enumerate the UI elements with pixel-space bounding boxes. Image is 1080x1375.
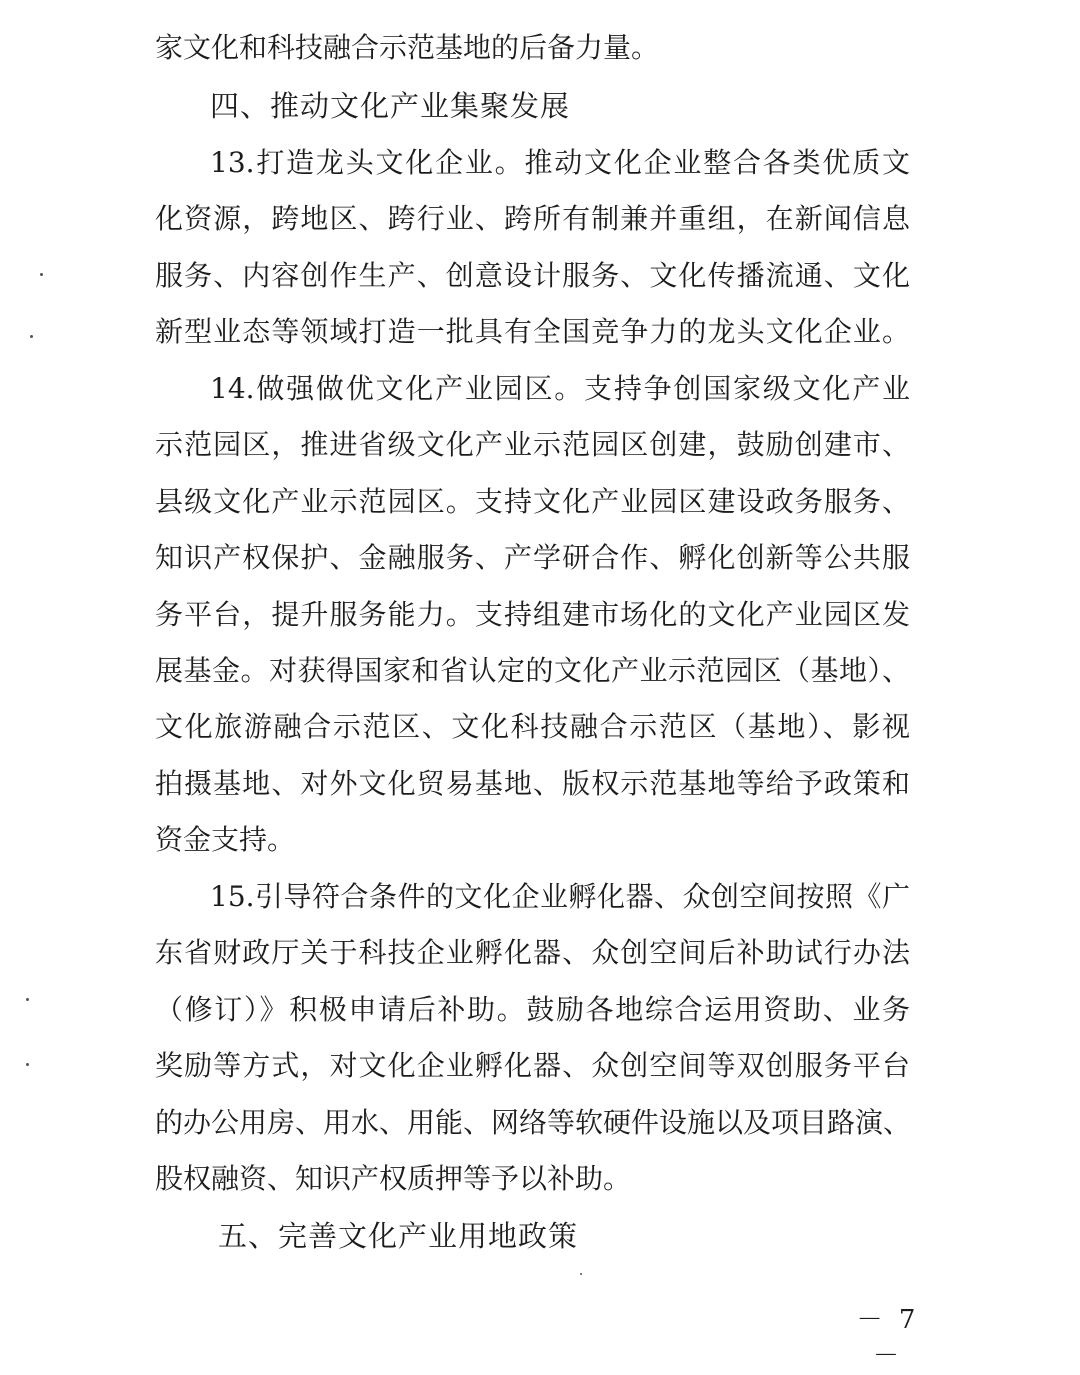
paragraph-line: 展基金。对获得国家和省认定的文化产业示范园区（基地）、 [155,654,910,687]
paragraph-line: 东省财政厅关于科技企业孵化器、众创空间后补助试行办法 [155,936,910,969]
paragraph-line: （修订）》积极申请后补助。鼓励各地综合运用资助、业务 [155,993,910,1026]
paragraph-line: 资金支持。 [155,823,296,856]
scan-speck [26,1063,29,1066]
paragraph-line: 县级文化产业示范园区。支持文化产业园区建设政务服务、 [155,485,910,518]
page-number: － 7 － [856,1305,920,1371]
paragraph-line: 股权融资、知识产权质押等予以补助。 [155,1162,632,1195]
scan-speck [580,1273,582,1275]
paragraph-line: 的办公用房、用水、用能、网络等软硬件设施以及项目路演、 [155,1106,912,1139]
paragraph-line: 务平台，提升服务能力。支持组建市场化的文化产业园区发 [155,598,910,631]
scan-speck [26,998,29,1001]
paragraph-line: 新型业态等领域打造一批具有全国竞争力的龙头文化企业。 [155,315,910,348]
scan-speck [30,335,33,338]
paragraph-line: 知识产权保护、金融服务、产学研合作、孵化创新等公共服 [155,541,910,574]
paragraph-line: 化资源，跨地区、跨行业、跨所有制兼并重组，在新闻信息 [155,202,910,235]
paragraph-line: 文化旅游融合示范区、文化科技融合示范区（基地）、影视 [155,710,910,743]
paragraph-line: 14.做强做优文化产业园区。支持争创国家级文化产业 [210,372,910,405]
scan-speck [40,273,43,276]
paragraph-line: 家文化和科技融合示范基地的后备力量。 [155,31,660,64]
section-heading-5: 五、完善文化产业用地政策 [218,1219,579,1253]
paragraph-line: 服务、内容创作生产、创意设计服务、文化传播流通、文化 [155,259,910,292]
paragraph-line: 示范园区，推进省级文化产业示范园区创建，鼓励创建市、 [155,428,910,461]
paragraph-line: 15.引导符合条件的文化企业孵化器、众创空间按照《广 [210,880,910,913]
paragraph-line: 拍摄基地、对外文化贸易基地、版权示范基地等给予政策和 [155,767,910,800]
paragraph-line: 奖励等方式，对文化企业孵化器、众创空间等双创服务平台 [155,1049,910,1082]
paragraph-line: 13.打造龙头文化企业。推动文化企业整合各类优质文 [210,146,910,179]
section-heading-4: 四、推动文化产业集聚发展 [210,89,571,123]
